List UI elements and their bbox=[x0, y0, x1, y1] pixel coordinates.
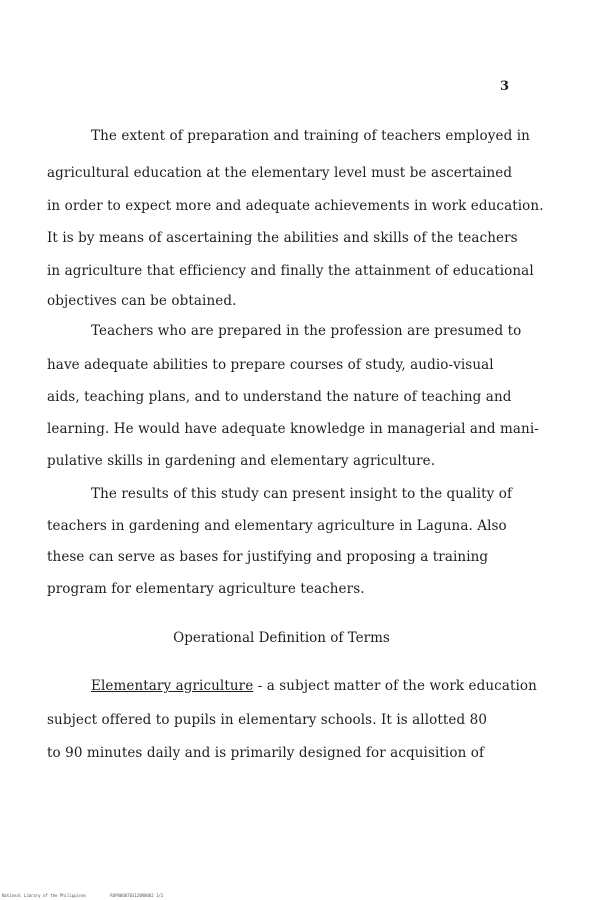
definition-first-line-rest: - a subject matter of the work education bbox=[253, 678, 537, 694]
paragraph-3-line-3: these can serve as bases for justifying and proposing a training bbox=[47, 549, 489, 565]
footer-library: National Library of the Philippines bbox=[2, 893, 87, 898]
paragraph-2-line-1: Teachers who are prepared in the profession are presumed to bbox=[91, 323, 522, 339]
paragraph-1-line-6: objectives can be obtained. bbox=[47, 293, 237, 309]
paragraph-2-line-5: pulative skills in gardening and elementary agriculture. bbox=[47, 453, 436, 469]
definition-line-3: to 90 minutes daily and is primarily designed for acquisition of bbox=[47, 745, 485, 761]
paragraph-2-line-3: aids, teaching plans, and to understand the nature of teaching and bbox=[47, 389, 512, 405]
definition-line-2: subject offered to pupils in elementary schools. It is allotted 80 bbox=[47, 712, 488, 728]
paragraph-1-line-1: The extent of preparation and training of teachers employed in bbox=[91, 128, 530, 144]
paragraph-3-line-2: teachers in gardening and elementary agriculture in Laguna. Also bbox=[47, 518, 507, 534]
paragraph-2-line-2: have adequate abilities to prepare courses of study, audio-visual bbox=[47, 357, 494, 373]
paragraph-1-line-5: in agriculture that efficiency and finally the attainment of educational bbox=[47, 263, 534, 279]
page-number: 3 bbox=[500, 79, 510, 94]
paragraph-2-line-4: learning. He would have adequate knowledge in managerial and mani- bbox=[47, 421, 539, 437]
paragraph-1-line-3: in order to expect more and adequate achievements in work education. bbox=[47, 198, 544, 214]
scan-footer bbox=[2, 893, 163, 898]
footer-code: RUP0000703120R0002 1/2 bbox=[110, 893, 164, 898]
section-heading-text: Operational Definition of Terms bbox=[173, 630, 390, 646]
paragraph-3-line-1: The results of this study can present insight to the quality of bbox=[91, 486, 513, 502]
paragraph-3-line-4: program for elementary agriculture teachers. bbox=[47, 581, 365, 597]
section-heading bbox=[0, 629, 599, 647]
definition-term: Elementary agriculture bbox=[91, 678, 254, 694]
paragraph-1-line-4: It is by means of ascertaining the abilities and skills of the teachers bbox=[47, 230, 518, 246]
definition-line-1 bbox=[91, 677, 537, 695]
paragraph-1-line-2: agricultural education at the elementary level must be ascertained bbox=[47, 165, 513, 181]
